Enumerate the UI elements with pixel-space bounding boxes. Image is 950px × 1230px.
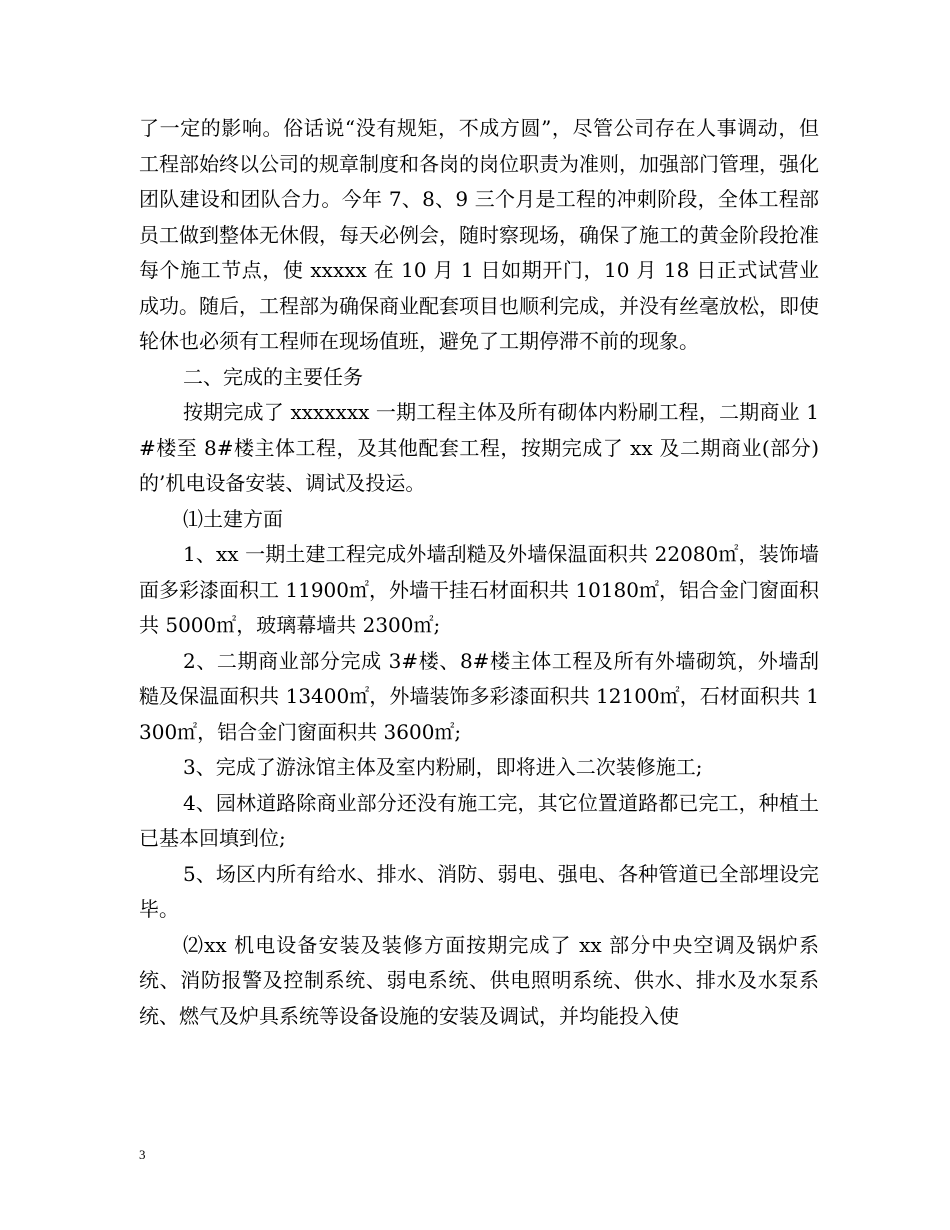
document-body: [139, 111, 819, 1034]
subheading-civil-works: ⑴土建方面: [183, 506, 283, 531]
list-item-2: 2、二期商业部分完成 3#楼、8#楼主体工程及所有外墙砌筑，外墙刮糙及保温面积共 13400㎡，外墙装饰多彩漆面积共 12100㎡，石材面积共 1300㎡，铝合金门窗面积共 3600㎡;: [139, 648, 819, 744]
list-item-1: 1、xx 一期土建工程完成外墙刮糙及外墙保温面积共 22080㎡，装饰墙面多彩漆面积工 11900㎡，外墙干挂石材面积共 10180㎡，铝合金门窗面积共 5000㎡，玻璃幕墙共 2300㎡;: [139, 542, 819, 637]
page-number: 3: [139, 1147, 146, 1162]
list-item-4: 4、园林道路除商业部分还没有施工完，其它位置道路都已完工，种植土已基本回填到位;: [139, 790, 819, 850]
list-item-3: 3、完成了游泳馆主体及室内粉刷，即将进入二次装修施工;: [183, 755, 703, 779]
paragraph-mep-installation: ⑵xx 机电设备安装及装修方面按期完成了 xx 部分中央空调及锅炉系统、消防报警及控制系统、弱电系统、供电照明系统、供水、排水及水泵系统、燃气及炉具系统等设备设施的安装及调试，并均能投入使: [139, 932, 819, 1028]
section-heading-main-tasks: 二、完成的主要任务: [183, 364, 363, 389]
list-item-5: 5、场区内所有给水、排水、消防、弱电、强电、各种管道已全部埋设完毕。: [139, 861, 819, 921]
paragraph-summary: 按期完成了 xxxxxxx 一期工程主体及所有砌体内粉刷工程，二期商业 1#楼至 8#楼主体工程，及其他配套工程，按期完成了 xx 及二期商业(部分)的’机电设备安装、调试及投运。: [139, 400, 819, 495]
paragraph-intro: 了一定的影响。俗话说“没有规矩，不成方圆”，尽管公司存在人事调动，但工程部始终以公司的规章制度和各岗的岗位职责为准则，加强部门管理，强化团队建设和团队合力。今年 7、8、9 三个月是工程的冲刺阶段，全体工程部员工做到整体无休假，每天必例会，随时察现场，确保了施工的黄金阶段抢准每个施工节点，使 xxxxx 在 10 月 1 日如期开门，10 月 18 日正式试营业成功。随后，工程部为确保商业配套项目也顺利完成，并没有丝毫放松，即使轮休也必须有工程师在现场值班，避免了工期停滞不前的现象。: [139, 116, 819, 353]
